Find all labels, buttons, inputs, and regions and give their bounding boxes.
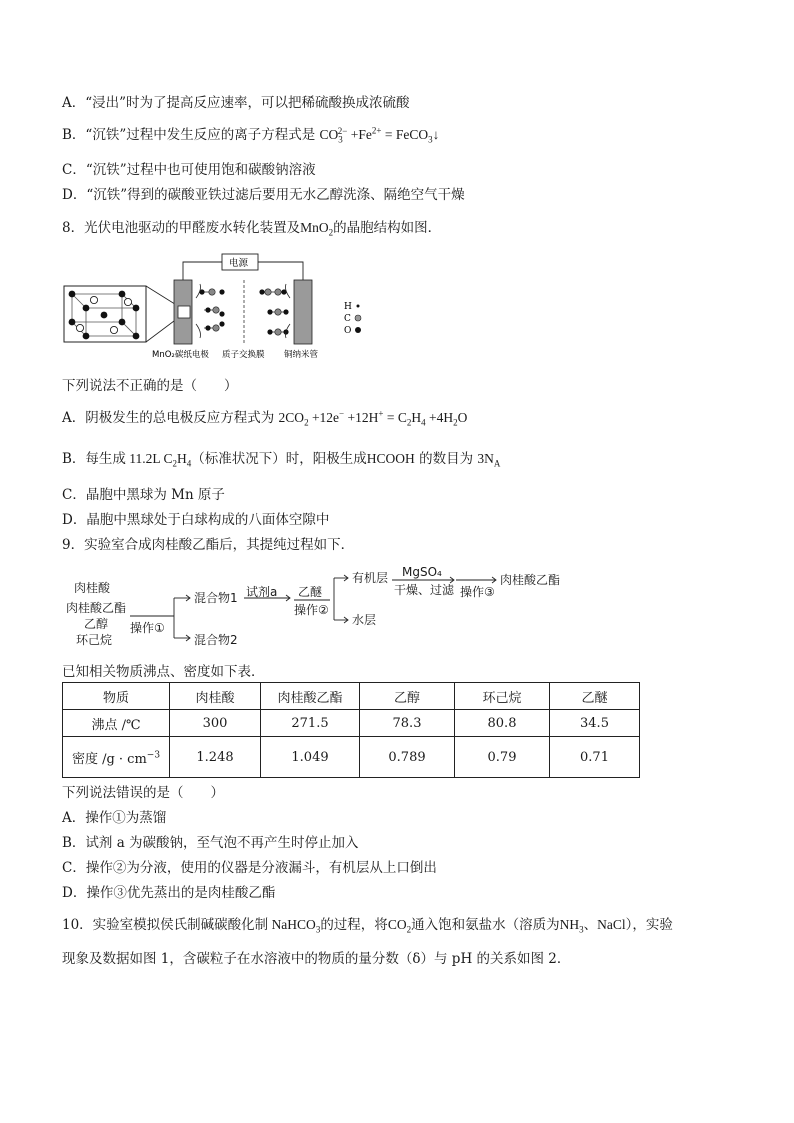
- q7-option-c: C．“沉铁”过程中也可使用饱和碳酸钠溶液: [62, 162, 316, 178]
- flow-reagent: 试剂a: [246, 585, 278, 599]
- flow-start-2: 肉桂酸乙酯: [66, 601, 127, 615]
- q10-line-1: 10．实验室模拟侯氏制碱碳酸化制 NaHCO$_3$的过程，将$CO_2$通入饱和氨盐水（溶质为$NH_3$、NaCl），实验: [62, 917, 673, 935]
- flow-aqueous: 水层: [352, 613, 377, 627]
- purification-flowchart: [62, 562, 582, 662]
- table-row: [63, 710, 640, 737]
- flow-ether: 乙醚: [298, 585, 323, 599]
- legend-o: O: [344, 326, 352, 336]
- table-cell: 271.5: [261, 710, 360, 737]
- q8-option-a: A．阴极发生的总电极反应方程式为 $2CO_2 +12e^- +12H^+ = C_2H_4 +4H_2O$: [62, 408, 468, 428]
- table-header: 物质: [63, 683, 170, 710]
- legend-c: C: [344, 314, 351, 324]
- flow-start-3: 乙醇: [84, 617, 109, 631]
- flow-start-1: 肉桂酸: [74, 581, 111, 595]
- table-cell: 80.8: [455, 710, 550, 737]
- q8-question: 下列说法不正确的是（ ）: [62, 378, 238, 394]
- table-header: 肉桂酸: [170, 683, 261, 710]
- q9-question: 下列说法错误的是（ ）: [62, 785, 224, 801]
- table-header: 乙醚: [550, 683, 640, 710]
- table-header: 环己烷: [455, 683, 550, 710]
- q8-option-d: D．晶胞中黑球处于白球构成的八面体空隙中: [62, 512, 330, 528]
- power-label: 电源: [229, 258, 249, 269]
- flow-dry-filter: 干燥、过滤: [394, 583, 455, 597]
- flow-start-4: 环己烷: [76, 633, 113, 647]
- table-row: [63, 737, 640, 778]
- q8-stem: 8．光伏电池驱动的甲醛废水转化装置及MnO$_2$的晶胞结构如图．: [62, 220, 442, 238]
- table-cell: 0.79: [455, 737, 550, 778]
- table-header-row: [63, 683, 640, 710]
- q7-option-a: A．“浸出”时为了提高反应速率，可以把稀硫酸换成浓硫酸: [62, 95, 410, 111]
- table-cell: 300: [170, 710, 261, 737]
- table-cell-label: 密度 $/g \cdot cm^{-3}$: [63, 737, 170, 778]
- table-cell: 1.248: [170, 737, 261, 778]
- flow-product: 肉桂酸乙酯: [500, 573, 561, 587]
- table-cell-label: 沸点 /℃: [63, 710, 170, 737]
- q7-option-d: D．“沉铁”得到的碳酸亚铁过滤后要用无水乙醇洗涤、隔绝空气干燥: [62, 187, 465, 203]
- flow-mix1: 混合物1: [194, 591, 238, 605]
- table-cell: 78.3: [360, 710, 455, 737]
- q9-option-d: D．操作③优先蒸出的是肉桂酸乙酯: [62, 885, 276, 901]
- table-header: 肉桂酸乙酯: [261, 683, 360, 710]
- q9-option-c: C．操作②为分液，使用的仪器是分液漏斗，有机层从上口倒出: [62, 860, 437, 876]
- flow-op1: 操作①: [130, 621, 165, 635]
- electrolysis-diagram: [62, 250, 372, 362]
- q9-stem: 9．实验室合成肉桂酸乙酯后，其提纯过程如下．: [62, 537, 355, 553]
- flow-mix2: 混合物2: [194, 633, 238, 647]
- q7-option-b: B．“沉铁”过程中发生反应的离子方程式是 $CO_3^{2-} +Fe^{2+}$ = FeCO$_3$↓: [62, 125, 440, 145]
- table-cell: 34.5: [550, 710, 640, 737]
- label-copper: 铜纳米管: [284, 350, 319, 360]
- q9-table-intro: 已知相关物质沸点、密度如下表．: [62, 664, 265, 680]
- table-cell: 0.789: [360, 737, 455, 778]
- flow-mgso4: MgSO₄: [402, 565, 442, 579]
- q10-line-2: 现象及数据如图 1，含碳粒子在水溶液中的物质的量分数（δ）与 pH 的关系如图 2．: [62, 951, 571, 967]
- q8-option-c: C．晶胞中黑球为 Mn 原子: [62, 487, 225, 503]
- label-membrane: 质子交换膜: [222, 350, 265, 360]
- properties-table: [62, 682, 640, 778]
- q8-option-b: B．每生成 11.2L $C_2H_4$（标准状况下）时，阳极生成HCOOH 的数目为 $3N_A$: [62, 451, 501, 469]
- label-electrode: MnO₂碳纸电极: [152, 350, 209, 360]
- flow-op3: 操作③: [460, 585, 495, 599]
- q9-option-a: A．操作①为蒸馏: [62, 810, 167, 826]
- flow-organic: 有机层: [352, 571, 389, 585]
- q9-option-b: B．试剂 a 为碳酸钠，至气泡不再产生时停止加入: [62, 835, 359, 851]
- table-header: 乙醇: [360, 683, 455, 710]
- table-cell: 1.049: [261, 737, 360, 778]
- flow-op2: 操作②: [294, 603, 329, 617]
- table-cell: 0.71: [550, 737, 640, 778]
- legend-h: H: [344, 302, 352, 312]
